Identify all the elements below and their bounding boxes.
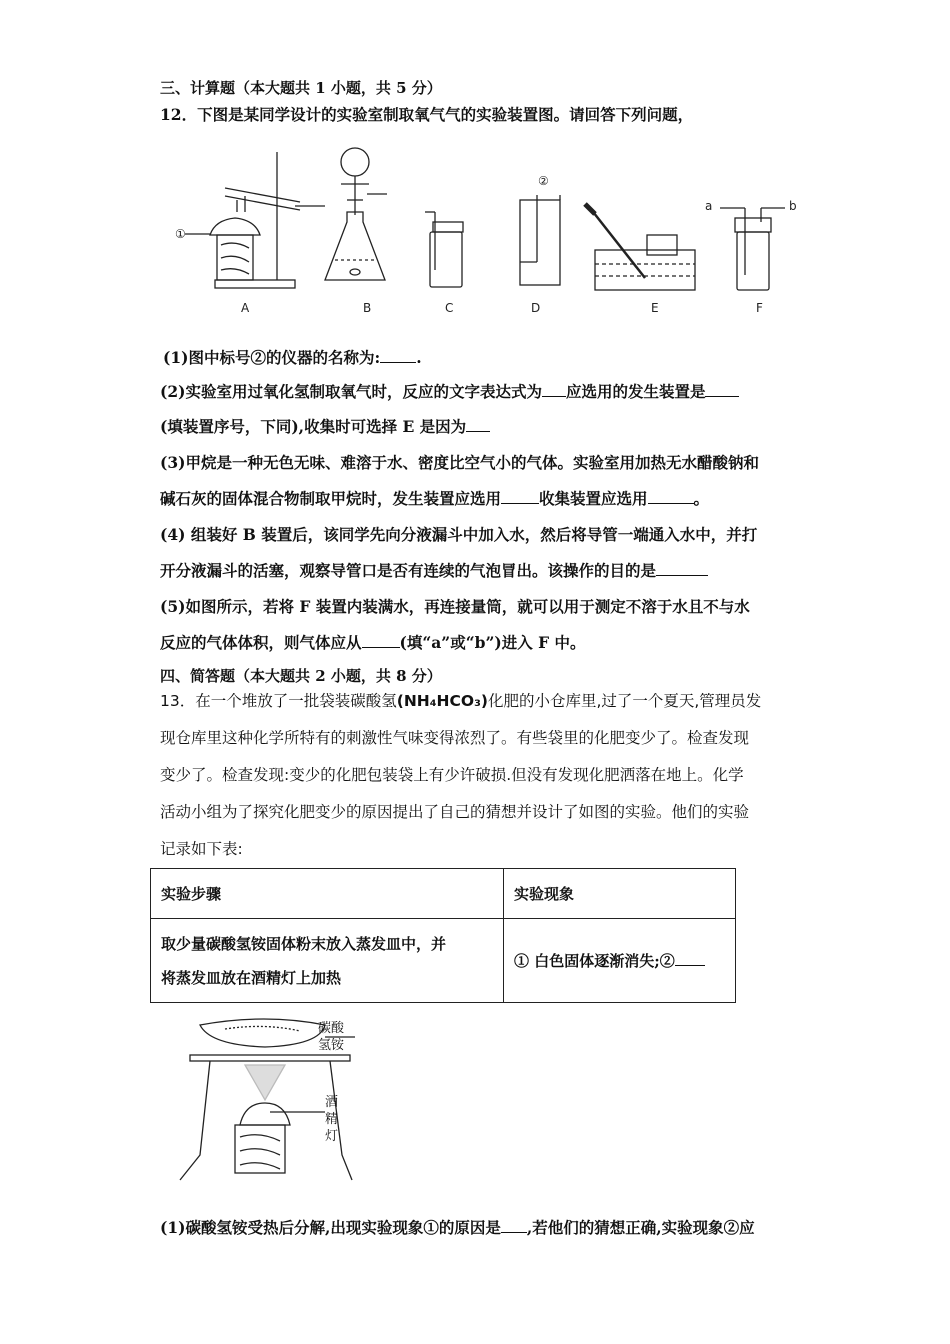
apparatus-c — [425, 212, 463, 287]
q13-line3: 变少了。检查发现:变少的化肥包装袋上有少许破损.但没有发现化肥洒落在地上。化学 — [160, 766, 744, 784]
lamp-body — [240, 1103, 290, 1125]
q13-line5: 记录如下表: — [160, 840, 243, 858]
chemical-formula: (NH₄HCO₃) — [396, 692, 488, 710]
q12-part3-line2: 碱石灰的固体混合物制取甲烷时，发生装置应选用 收集装置应选用 。 — [160, 489, 710, 508]
marker-1: ① — [175, 227, 186, 241]
section3-heading: 三、计算题（本大题共 1 小题，共 5 分） — [160, 79, 442, 97]
apparatus-f — [720, 208, 785, 290]
apparatus-figure — [165, 140, 815, 320]
label-b: B — [363, 301, 372, 315]
q13-line4: 活动小组为了探究化肥变少的原因提出了自己的猜想并设计了如图的实验。他们的实验 — [160, 803, 750, 821]
answer-blank[interactable] — [648, 489, 694, 504]
q12-stem: 12．下图是某同学设计的实验室制取氧气气的实验装置图。请回答下列问题， — [160, 105, 694, 124]
label-a: A — [241, 301, 250, 315]
experiment-record-table — [150, 868, 736, 1003]
port-b-label: b — [789, 199, 797, 213]
q12-part4-line1: (4) 组装好 B 装置后，该同学先向分液漏斗中加入水，然后将导管一端通入水中，并打 — [160, 525, 758, 544]
q13-line2: 现仓库里这种化学所特有的刺激性气味变得浓烈了。有些袋里的化肥变少了。检查发现 — [160, 729, 750, 747]
q12-part4-line2: 开分液漏斗的活塞，观察导管口是否有连续的气泡冒出。该操作的目的是 — [160, 559, 708, 581]
q12-part1: (1)图中标号②的仪器的名称为: . — [163, 348, 422, 367]
q12-part5-line2: 反应的气体体积，则气体应从 (填“a”或“b”)进入 F 中。 — [160, 633, 586, 652]
answer-blank[interactable] — [705, 382, 739, 397]
label-d: D — [531, 301, 541, 315]
apparatus-d — [520, 195, 560, 285]
section4-heading: 四、简答题（本大题共 2 小题，共 8 分） — [160, 667, 442, 685]
answer-blank[interactable] — [466, 417, 490, 432]
table-header-phenomenon: 实验现象 — [504, 869, 736, 919]
answer-blank[interactable] — [362, 633, 400, 648]
q12-part5-line1: (5)如图所示，若将 F 装置内装满水，再连接量筒，就可以用于测定不溶于水且不与水 — [160, 597, 750, 616]
evaporating-dish — [200, 1019, 325, 1047]
q13-part1: (1)碳酸氢铵受热后分解,出现实验现象①的原因是 ,若他们的猜想正确,实验现象②应 — [160, 1218, 755, 1237]
answer-blank[interactable] — [542, 382, 566, 397]
answer-blank[interactable] — [501, 1218, 527, 1233]
apparatus-a — [185, 152, 325, 288]
label-alcohol-lamp: 酒 精 灯 — [325, 1095, 339, 1144]
apparatus-e — [585, 204, 695, 290]
q12-part3-line1: (3)甲烷是一种无色无味、难溶于水、密度比空气小的气体。实验室用加热无水醋酸钠和 — [160, 453, 759, 472]
marker-2: ② — [538, 174, 549, 188]
port-a-label: a — [705, 199, 713, 213]
answer-blank[interactable] — [501, 489, 539, 504]
table-header-step: 实验步骤 — [151, 869, 504, 919]
q13-line1: 13．在一个堆放了一批袋装碳酸氢(NH₄HCO₃)化肥的小仓库里,过了一个夏天,管理员发 — [160, 692, 762, 710]
q12-part2-line2: (填装置序号，下同),收集时可选择 E 是因为 — [160, 415, 490, 437]
q12-part2-line1: (2)实验室用过氧化氢制取氧气时，反应的文字表达式为 应选用的发生装置是 — [160, 380, 739, 402]
answer-blank[interactable] — [380, 348, 416, 363]
tripod-ring — [190, 1055, 350, 1061]
table-cell-phenomenon: ① 白色固体逐渐消失;② — [504, 919, 736, 1003]
answer-blank[interactable] — [656, 561, 708, 576]
apparatus-b — [325, 148, 387, 280]
table-cell-step: 取少量碳酸氢铵固体粉末放入蒸发皿中，并 将蒸发皿放在酒精灯上加热 — [151, 919, 504, 1003]
label-ammonium-bicarbonate: 碳酸 氢铵 — [318, 1021, 345, 1053]
label-f: F — [756, 301, 763, 315]
flame — [245, 1065, 285, 1100]
answer-blank[interactable] — [675, 951, 705, 966]
label-e: E — [651, 301, 659, 315]
label-c: C — [445, 301, 454, 315]
